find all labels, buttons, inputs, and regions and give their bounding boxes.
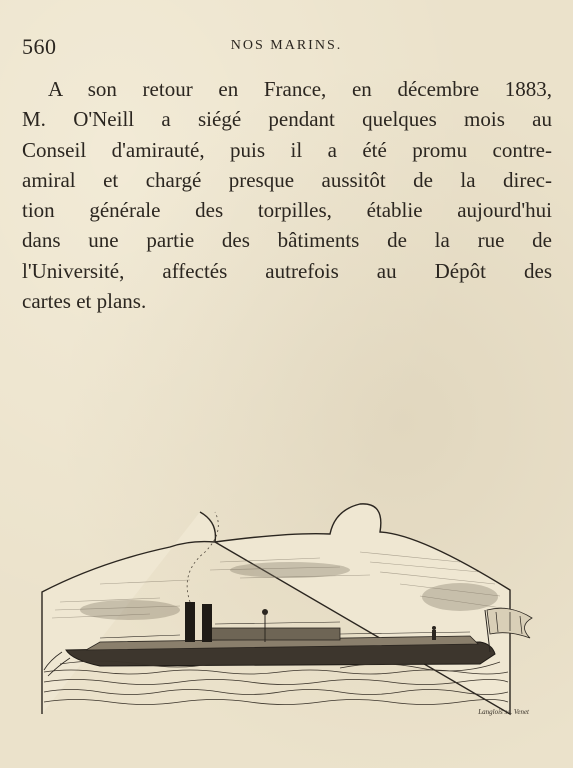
text-line: M. O'Neill a siégé pendant quelques mois au [22, 107, 552, 132]
text-line: l'Université, affectés autrefois au Dépôt des [22, 258, 552, 283]
text-line: A son retour en France, en décembre 1883, [48, 77, 552, 101]
text-line: amiral et chargé presque aussitôt de la direc- [22, 167, 552, 192]
funnel-right [202, 604, 212, 642]
page-header [22, 34, 551, 58]
torpedo-boat-engraving [40, 492, 540, 724]
text-line: dans une partie des bâtiments de la rue de [22, 228, 552, 253]
engraver-signature: Langlois sc. Venet [478, 708, 529, 716]
page-number: 560 [22, 34, 57, 59]
text-line: Conseil d'amirauté, puis il a été promu contre- [22, 137, 552, 162]
text-line: tion générale des torpilles, établie aujourd'hui [22, 198, 552, 223]
funnel-left [185, 602, 195, 642]
body-paragraph [22, 74, 552, 316]
text-line: cartes et plans. [22, 289, 147, 314]
running-title: NOS MARINS. [230, 38, 343, 53]
